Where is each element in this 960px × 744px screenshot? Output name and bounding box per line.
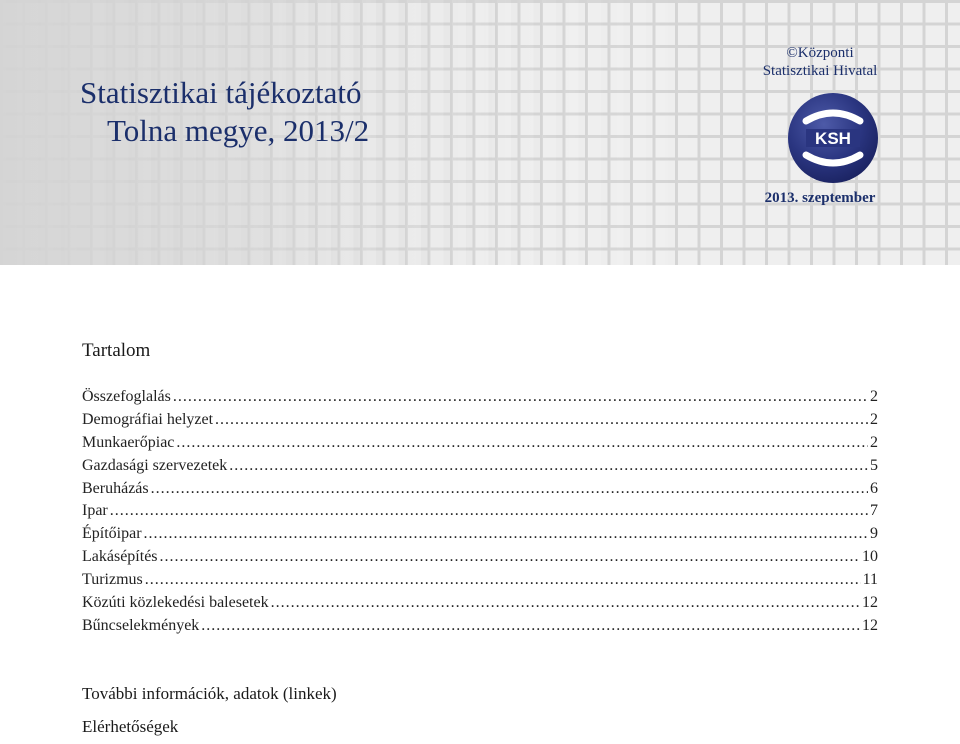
toc-entry[interactable] bbox=[82, 546, 878, 569]
toc-entry-page: 2 bbox=[870, 433, 878, 451]
toc-entry[interactable] bbox=[82, 500, 878, 523]
toc-leader-dots bbox=[145, 569, 861, 592]
title-line-2: Tolna megye, 2013/2 bbox=[107, 113, 370, 148]
toc-entry[interactable] bbox=[82, 523, 878, 546]
document-title bbox=[80, 74, 369, 150]
toc-entry[interactable] bbox=[82, 386, 878, 409]
toc-entry-label: Turizmus bbox=[82, 571, 143, 589]
publication-date: 2013. szeptember bbox=[764, 190, 876, 206]
toc-leader-dots bbox=[215, 409, 868, 432]
toc-entry[interactable] bbox=[82, 455, 878, 478]
toc-leader-dots bbox=[173, 386, 868, 409]
toc-entry-page: 9 bbox=[870, 525, 878, 543]
toc-entry[interactable] bbox=[82, 409, 878, 432]
toc-entry-label: Bűncselekmények bbox=[82, 616, 200, 634]
toc-entry[interactable] bbox=[82, 615, 878, 638]
toc-entry[interactable] bbox=[82, 569, 878, 592]
toc-entry[interactable] bbox=[82, 478, 878, 501]
toc-entry[interactable] bbox=[82, 432, 878, 455]
toc-heading: Tartalom bbox=[82, 340, 151, 361]
toc-entry-label: Demográfiai helyzet bbox=[82, 410, 214, 428]
toc-entry-page: 2 bbox=[870, 410, 878, 428]
toc-entry-label: Munkaerőpiac bbox=[82, 433, 175, 451]
toc-leader-dots bbox=[144, 523, 868, 546]
contacts-link[interactable]: Elérhetőségek bbox=[82, 717, 179, 736]
toc-leader-dots bbox=[151, 478, 868, 501]
toc-leader-dots bbox=[229, 455, 868, 478]
toc-entry-page: 12 bbox=[862, 594, 878, 612]
toc-leader-dots bbox=[271, 592, 860, 615]
header-banner bbox=[0, 0, 960, 265]
toc-entry-page: 12 bbox=[862, 616, 878, 634]
toc-entry-page: 2 bbox=[870, 388, 878, 405]
toc-entry-label: Lakásépítés bbox=[82, 548, 158, 566]
svg-text:KSH: KSH bbox=[815, 129, 851, 148]
toc-entry-label: Építőipar bbox=[82, 525, 142, 543]
toc-leader-dots bbox=[201, 615, 860, 638]
ksh-logo-icon bbox=[786, 91, 880, 185]
toc-entry-label: Beruházás bbox=[82, 479, 149, 497]
toc-entry-label: Összefoglalás bbox=[82, 388, 171, 405]
toc-leader-dots bbox=[176, 432, 868, 455]
toc-entry-label: Gazdasági szervezetek bbox=[82, 456, 228, 474]
toc-entry[interactable] bbox=[82, 592, 878, 615]
toc-entry-page: 5 bbox=[870, 456, 878, 474]
publisher-name bbox=[740, 44, 900, 80]
toc-entry-page: 11 bbox=[862, 571, 878, 589]
toc-entry-label: Közúti közlekedési balesetek bbox=[82, 594, 269, 612]
publisher-line-2: Statisztikai Hivatal bbox=[762, 63, 878, 79]
more-info-link[interactable]: További információk, adatok (linkek) bbox=[82, 684, 337, 703]
publisher-line-1: © Központi bbox=[740, 44, 900, 62]
toc-entry-page: 6 bbox=[870, 479, 878, 497]
toc-leader-dots bbox=[160, 546, 860, 569]
toc-entry-label: Ipar bbox=[82, 502, 108, 520]
toc-entry-page: 7 bbox=[870, 502, 878, 520]
title-line-1: Statisztikai tájékoztató bbox=[80, 75, 362, 110]
toc-entry-page: 10 bbox=[862, 548, 878, 566]
table-of-contents bbox=[82, 386, 878, 638]
toc-leader-dots bbox=[110, 500, 868, 523]
